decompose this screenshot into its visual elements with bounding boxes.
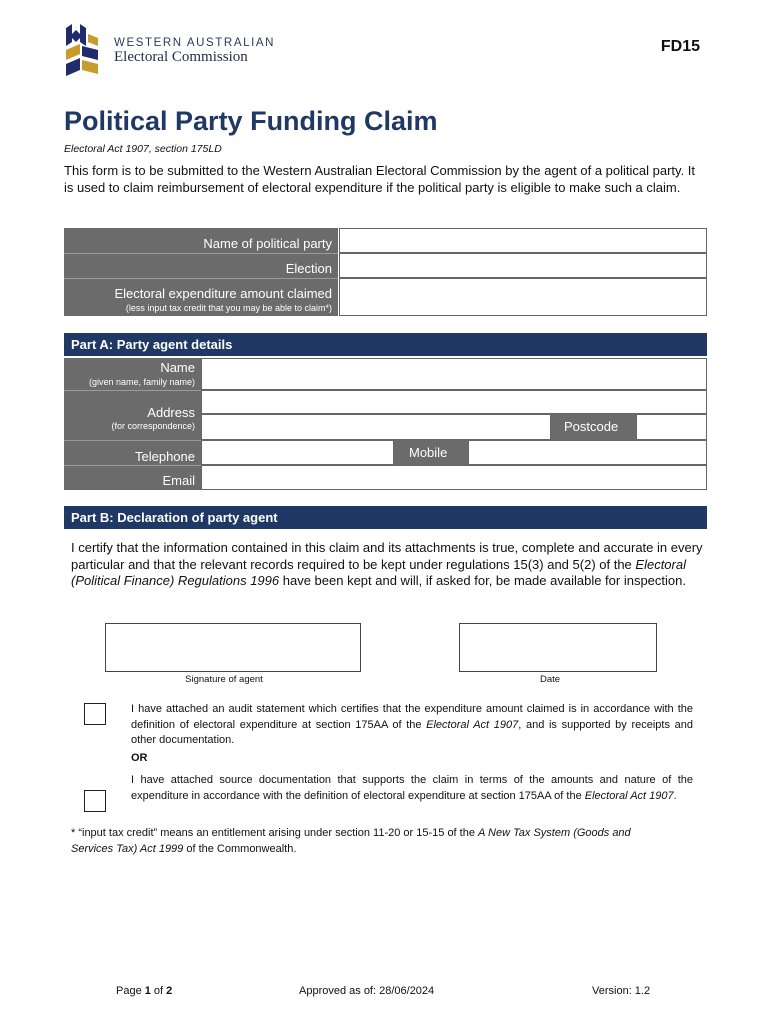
page-title: Political Party Funding Claim xyxy=(64,106,438,136)
postcode-label: Postcode xyxy=(551,414,636,440)
declaration-text: I certify that the information contained in this claim and its attachments is true, complete and accurate in every particular and that the relevant records required to be kept under regulations 15(3) and 5(2) of the Electoral (Political Finance) Regulations 1996 have been kept and will, if asked for, be made available for inspection. xyxy=(71,540,703,588)
or-label: OR xyxy=(131,752,148,764)
part-a-heading: Part A: Party agent details xyxy=(64,333,707,356)
version: Version: 1.2 xyxy=(592,985,651,997)
footnote: * “input tax credit” means an entitlement arising under section 11-20 or 15-15 of the A New Tax System (Goods and Services Tax) Act 1999 of the Commonwealth. xyxy=(71,827,631,855)
logo-text-line1: WESTERN AUSTRALIAN xyxy=(114,37,276,49)
date-caption: Date xyxy=(539,674,561,685)
logo-text-line2: Electoral Commission xyxy=(114,49,248,65)
postcode-input[interactable] xyxy=(636,414,707,440)
signature-box[interactable] xyxy=(105,623,361,672)
audit-statement-checkbox[interactable] xyxy=(84,703,106,725)
address-sublabel: (for correspondence) xyxy=(111,421,195,431)
election-label: Election xyxy=(285,261,332,276)
amount-label: Electoral expenditure amount claimed xyxy=(114,286,332,301)
mobile-label: Mobile xyxy=(394,440,468,465)
election-input[interactable] xyxy=(339,253,707,278)
page-number: Page 1 of 2 xyxy=(116,985,173,997)
agent-name-sublabel: (given name, family name) xyxy=(88,377,195,387)
email-input[interactable] xyxy=(201,465,707,490)
amount-sublabel: (less input tax credit that you may be able to claim*) xyxy=(125,303,332,313)
email-label: Email xyxy=(162,473,195,488)
source-documentation-text: I have attached source documentation that supports the claim in terms of the amounts and nature of the expenditure in accordance with the definition of electoral expenditure at section 175AA of the Electoral Act 1907. xyxy=(131,774,693,802)
address-line2-input[interactable] xyxy=(201,414,551,440)
agent-name-label: Name xyxy=(160,360,195,375)
page-subtitle: Electoral Act 1907, section 175LD xyxy=(64,143,222,155)
amount-claimed-input[interactable] xyxy=(339,278,707,316)
audit-statement-text: I have attached an audit statement which certifies that the expenditure amount claimed is in accordance with the definition of electoral expenditure at section 175AA of the Electoral Act 1907, and is supported by receipts and other documentation. xyxy=(131,703,693,746)
party-name-label: Name of political party xyxy=(203,236,332,251)
divider xyxy=(64,253,338,254)
telephone-input[interactable] xyxy=(201,440,394,465)
telephone-label: Telephone xyxy=(135,449,195,464)
approved-date: Approved as of: 28/06/2024 xyxy=(299,985,435,997)
signature-caption: Signature of agent xyxy=(185,674,263,685)
intro-paragraph: This form is to be submitted to the Western Australian Electoral Commission by the agent of a political party. It is used to claim reimbursement of electoral expenditure if the political party is eligible to make such a claim. xyxy=(64,163,696,195)
source-documentation-checkbox[interactable] xyxy=(84,790,106,812)
mobile-input[interactable] xyxy=(468,440,707,465)
divider xyxy=(64,440,201,441)
divider xyxy=(64,278,338,279)
form-code: FD15 xyxy=(660,38,700,55)
divider xyxy=(64,465,201,466)
party-name-input[interactable] xyxy=(339,228,707,253)
address-line1-input[interactable] xyxy=(201,390,707,414)
agent-name-input[interactable] xyxy=(201,358,707,390)
divider xyxy=(64,390,201,391)
date-box[interactable] xyxy=(459,623,657,672)
wa-electoral-commission-logo xyxy=(66,24,98,76)
address-label: Address xyxy=(147,405,195,420)
part-b-heading: Part B: Declaration of party agent xyxy=(64,506,707,529)
